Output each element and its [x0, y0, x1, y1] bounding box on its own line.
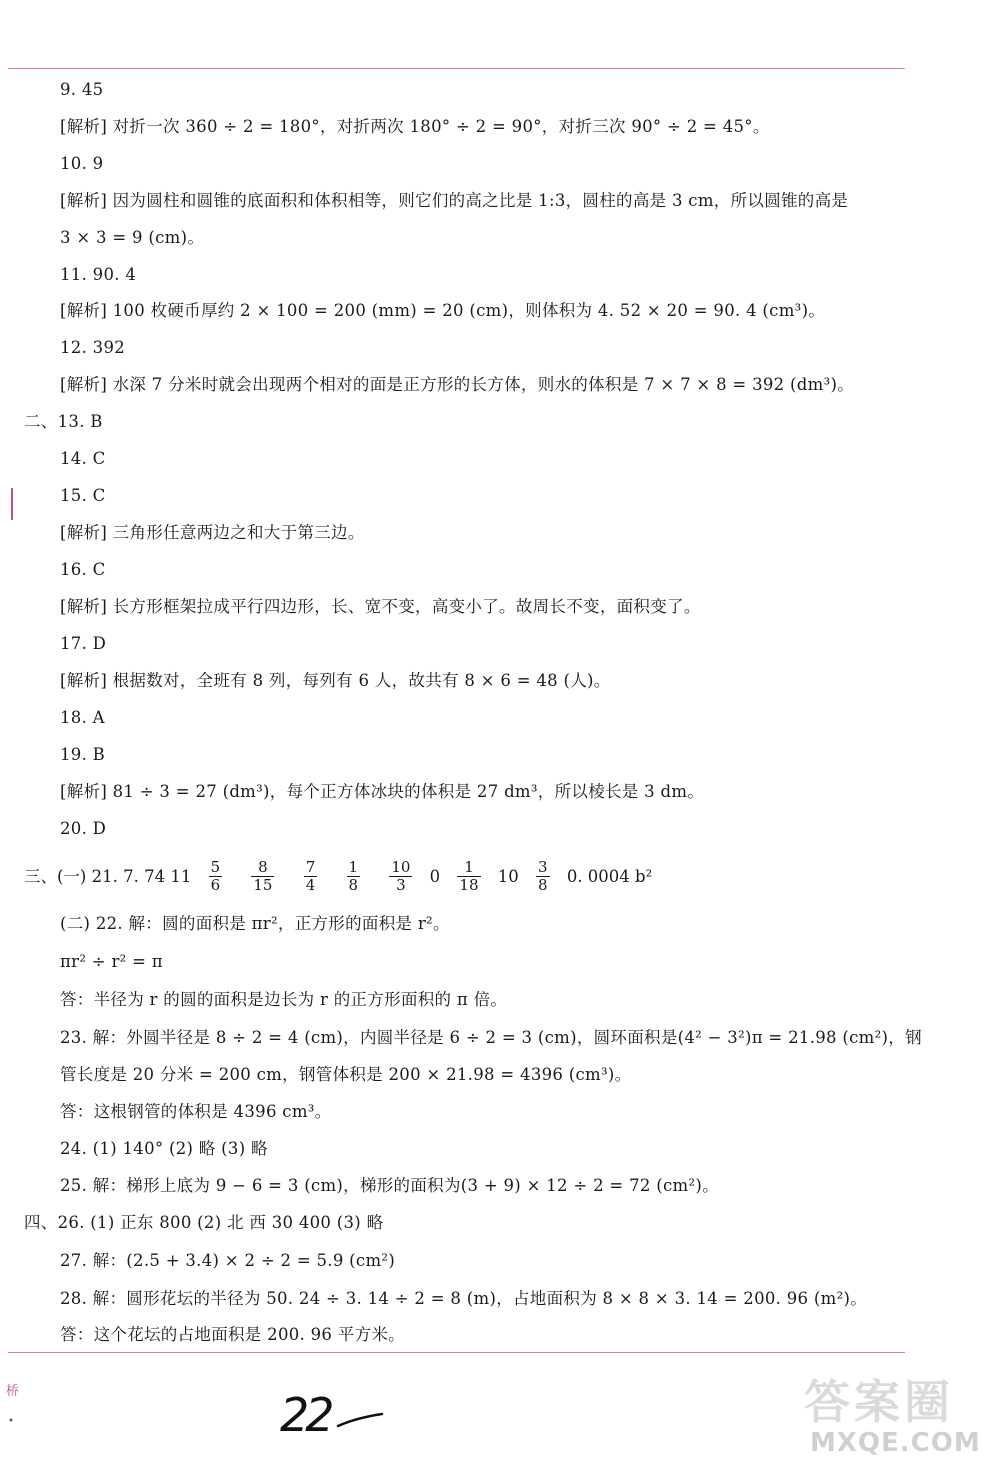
corner-mark: 桥 — [6, 1384, 20, 1399]
section-heading-line: 二、13. B — [24, 412, 103, 431]
row21-prefix: 三、(一) 21. 7. 74 11 — [24, 866, 192, 886]
fraction: $\frac{7}{4}$ — [305, 858, 316, 894]
answer-line: 17. D — [60, 634, 107, 653]
answer-line: 20. D — [60, 819, 107, 838]
solution-line: 管长度是 20 分米 = 200 cm，钢管体积是 200 × 21.98 = 4396 (cm³)。 — [60, 1065, 632, 1084]
solution-line: 25. 解：梯形上底为 9 − 6 = 3 (cm)，梯形的面积为(3 + 9) × 12 ÷ 2 = 72 (cm²)。 — [60, 1176, 719, 1195]
fraction: $\frac{10}{3}$ — [391, 858, 411, 894]
top-rule — [8, 68, 905, 69]
fraction: $\frac{8}{15}$ — [253, 858, 273, 894]
solution-line: 28. 解：圆形花坛的半径为 50. 24 ÷ 3. 14 ÷ 2 = 8 (m)，占地面积为 8 × 8 × 3. 14 = 200. 96 (m²)。 — [60, 1289, 868, 1308]
analysis-line: [解析] 三角形任意两边之和大于第三边。 — [60, 523, 365, 542]
analysis-line: [解析] 100 枚硬币厚约 2 × 100 = 200 (mm) = 20 (cm)，则体积为 4. 52 × 20 = 90. 4 (cm³)。 — [60, 301, 826, 320]
whole-number: 0 — [429, 866, 441, 886]
watermark-text-en: MXQE.COM — [810, 1428, 981, 1458]
answer-line: 11. 90. 4 — [60, 265, 137, 284]
question-21-row — [24, 856, 652, 897]
analysis-line: [解析] 水深 7 分米时就会出现两个相对的面是正方形的长方体，则水的体积是 7 × 7 × 8 = 392 (dm³)。 — [60, 375, 855, 394]
answer-line: 18. A — [60, 708, 105, 727]
analysis-line: [解析] 对折一次 360 ÷ 2 = 180°，对折两次 180° ÷ 2 = 90°，对折三次 90° ÷ 2 = 45°。 — [60, 117, 770, 136]
bottom-rule — [8, 1352, 905, 1353]
handwriting-stroke — [336, 1412, 386, 1432]
solution-line: (二) 22. 解：圆的面积是 πr²，正方形的面积是 r²。 — [60, 914, 450, 933]
fraction: $\frac{1}{8}$ — [348, 858, 359, 894]
answer-statement: 答：半径为 r 的圆的面积是边长为 r 的正方形面积的 π 倍。 — [60, 990, 508, 1009]
analysis-line: 3 × 3 = 9 (cm)。 — [60, 228, 205, 247]
fraction: $\frac{1}{18}$ — [459, 858, 479, 894]
watermark-text-cn: 答案圈 — [804, 1375, 954, 1429]
corner-dot: • — [8, 1416, 14, 1427]
analysis-line: [解析] 根据数对，全班有 8 列，每列有 6 人，故共有 8 × 6 = 48 (人)。 — [60, 671, 611, 690]
answer-line: 15. C — [60, 486, 106, 505]
page-number-handwritten: 22 — [280, 1388, 331, 1442]
answer-line: 9. 45 — [60, 80, 104, 99]
fraction: $\frac{3}{8}$ — [538, 858, 548, 894]
analysis-line: [解析] 81 ÷ 3 = 27 (dm³)，每个正方体冰块的体积是 27 dm³，所以棱长是 3 dm。 — [60, 782, 705, 801]
formula-line: πr² ÷ r² = π — [60, 952, 163, 971]
answer-line: 19. B — [60, 745, 106, 764]
fraction: $\frac{5}{6}$ — [210, 858, 221, 894]
whole-number: 10 — [497, 866, 519, 886]
answer-line: 12. 392 — [60, 338, 126, 357]
answer-line: 10. 9 — [60, 154, 104, 173]
answer-statement: 答：这个花坛的占地面积是 200. 96 平方米。 — [60, 1325, 405, 1344]
answer-line: 24. (1) 140° (2) 略 (3) 略 — [60, 1139, 268, 1158]
answer-statement: 答：这根钢管的体积是 4396 cm³。 — [60, 1102, 332, 1121]
solution-line: 23. 解：外圆半径是 8 ÷ 2 = 4 (cm)，内圆半径是 6 ÷ 2 = 3 (cm)，圆环面积是(4² − 3²)π = 21.98 (cm²)，钢 — [60, 1028, 922, 1047]
margin-mark — [11, 488, 13, 520]
section-heading-line: 四、26. (1) 正东 800 (2) 北 西 30 400 (3) 略 — [24, 1213, 384, 1232]
answer-line: 16. C — [60, 560, 106, 579]
analysis-line: [解析] 长方形框架拉成平行四边形，长、宽不变，高变小了。故周长不变，面积变了。 — [60, 597, 701, 616]
analysis-line: [解析] 因为圆柱和圆锥的底面积和体积相等，则它们的高之比是 1:3，圆柱的高是 3 cm，所以圆锥的高是 — [60, 191, 849, 210]
watermark-logo — [804, 1366, 994, 1462]
row21-tail: 0. 0004 b² — [566, 866, 653, 886]
answer-line: 14. C — [60, 449, 106, 468]
solution-line: 27. 解：(2.5 + 3.4) × 2 ÷ 2 = 5.9 (cm²) — [60, 1251, 396, 1270]
